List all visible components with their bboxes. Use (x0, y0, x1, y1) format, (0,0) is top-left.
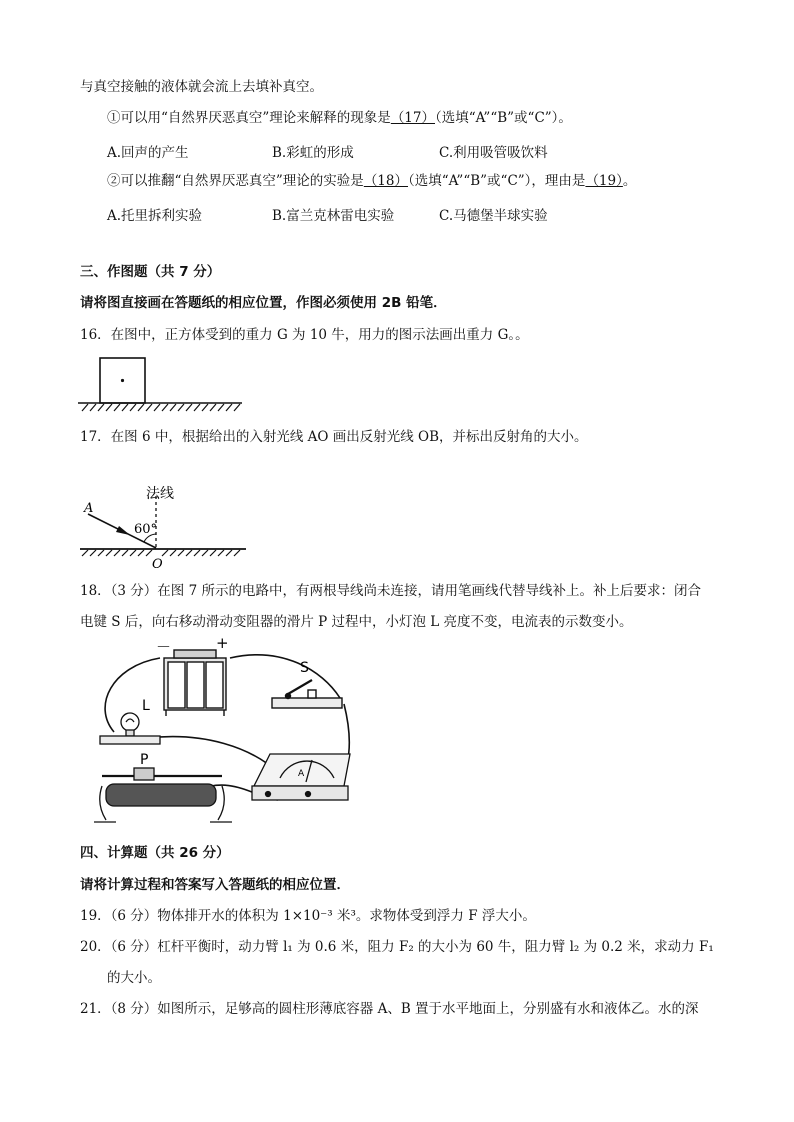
rheostat-p (94, 768, 232, 822)
q16-cube-diagram (76, 352, 246, 414)
section3-instruction: 请将图直接画在答题纸的相应位置，作图必须使用 2B 铅笔． (80, 295, 447, 311)
q15-part2-pre: ②可以推翻“自然界厌恶真空”理论的实验是 (107, 173, 364, 189)
q15-blank-18: （18） (363, 173, 408, 189)
q15-part2 (107, 172, 636, 190)
q15-part1-option-a: A.回声的产生 (107, 145, 189, 161)
q19-text: 19．（6 分）物体排开水的体积为 1×10⁻³ 米³。求物体受到浮力 F 浮大小。 (80, 908, 536, 924)
section4-instruction: 请将计算过程和答案写入答题纸的相应位置． (80, 877, 350, 893)
q15-part2-option-a: A.托里拆利实验 (107, 208, 203, 224)
section4-title: 四、计算题（共 26 分） (80, 845, 230, 861)
q15-part1-option-b: B.彩虹的形成 (272, 145, 354, 161)
q20-line2: 的大小。 (107, 970, 161, 986)
q15-part1 (107, 109, 572, 127)
mirror-hatching (82, 550, 240, 556)
q18-line1: 18．（3 分）在图 7 所示的电路中，有两根导线尚未连接，请用笔画线代替导线补上。补上后要求：闭合 (80, 583, 701, 599)
label-s: S (300, 660, 309, 676)
battery (164, 650, 226, 716)
label-normal: 法线 (146, 486, 174, 502)
q15-part1-pre: ①可以用“自然界厌恶真空”理论来解释的现象是 (107, 110, 391, 126)
q17-reflection-diagram (76, 484, 256, 574)
q15-part2-mid: （选填“A”“B”或“C”），理由是 (408, 173, 586, 189)
label-meter: A (298, 769, 305, 779)
label-a: A (84, 501, 94, 516)
q18-circuit-diagram (82, 636, 362, 832)
label-o: O (152, 557, 163, 572)
label-plus: + (216, 636, 229, 652)
q15-blank-17: （17） (390, 110, 435, 126)
q15-part1-post: （选填“A”“B”或“C”）。 (435, 110, 572, 126)
label-l: L (142, 698, 150, 714)
q17-text: 17．在图 6 中，根据给出的入射光线 AO 画出反射光线 OB，并标出反射角的大小。 (80, 429, 588, 445)
incident-ray-arrow (116, 526, 130, 535)
q15-blank-19: （19） (585, 173, 623, 189)
section3-title: 三、作图题（共 7 分） (80, 264, 221, 280)
cube-center-dot (121, 379, 124, 382)
lamp-l (100, 713, 160, 744)
q15-part2-option-b: B.富兰克林雷电实验 (272, 208, 395, 224)
switch-s (272, 680, 342, 708)
q15-part1-option-c: C.利用吸管吸饮料 (439, 145, 548, 161)
label-angle: 60° (134, 522, 158, 537)
ground-hatching (82, 404, 240, 411)
q20-line1: 20．（6 分）杠杆平衡时，动力臂 l₁ 为 0.6 米，阻力 F₂ 的大小为 60 牛，阻力臂 l₂ 为 0.2 米，求动力 F₁ (80, 939, 714, 955)
q15-part2-post: 。 (622, 173, 637, 189)
q18-line2: 电键 S 后，向右移动滑动变阻器的滑片 P 过程中，小灯泡 L 亮度不变，电流表的示数变小。 (80, 614, 633, 630)
label-p: P (140, 752, 149, 768)
label-minus: － (156, 638, 172, 656)
q15-part2-option-c: C.马德堡半球实验 (439, 208, 548, 224)
intro-text: 与真空接触的液体就会流上去填补真空。 (80, 79, 323, 95)
q16-text: 16．在图中，正方体受到的重力 G 为 10 牛，用力的图示法画出重力 G。。 (80, 327, 529, 343)
wire-battery-switch (230, 655, 340, 698)
q21-text: 21．（8 分）如图所示，足够高的圆柱形薄底容器 A、B 置于水平地面上，分别盛有水和液体乙。水的深 (80, 1001, 699, 1017)
